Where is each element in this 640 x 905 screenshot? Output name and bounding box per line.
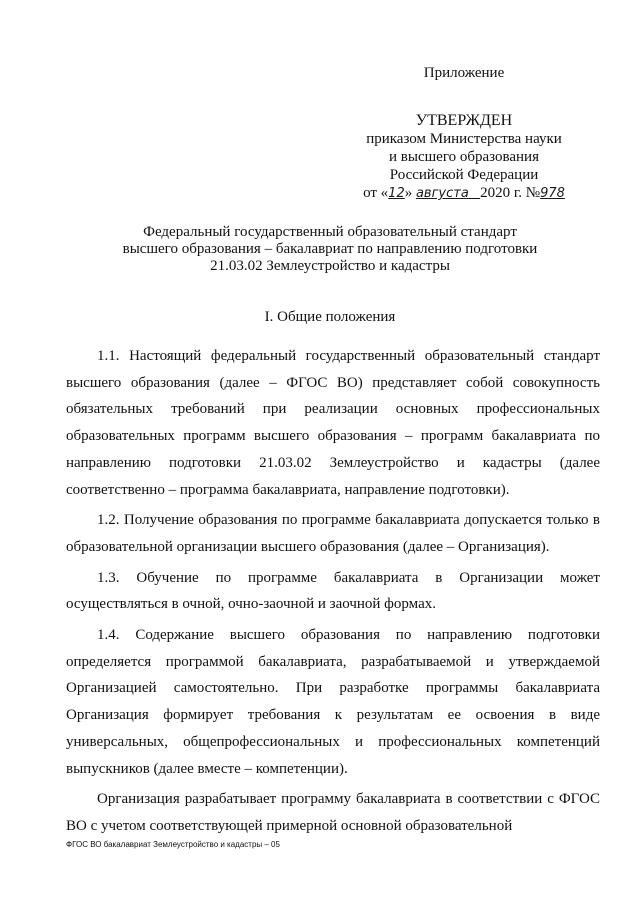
title-line-3: 21.03.02 Землеустройство и кадастры bbox=[210, 258, 450, 274]
section-heading: I. Общие положения bbox=[264, 309, 396, 325]
approval-heading: УТВЕРЖДЕН bbox=[415, 112, 513, 129]
title-line-1: Федеральный государственный образовательный стандарт bbox=[143, 224, 517, 240]
date-mid: » bbox=[404, 185, 416, 201]
paragraph-1-1: 1.1. Настоящий федеральный государственный образовательный стандарт высшего образования (далее – ФГОС ВО) представляет собой совокупность обязательных требований при реализации основных профессиональных образовательных программ высшего образования – программ бакалавриата по направлению подготовки 21.03.02 Землеустройство и кадастры (далее соответственно – программа бакалавриата, направление подготовки). bbox=[66, 348, 600, 498]
date-prefix: от « bbox=[363, 185, 389, 201]
page-footer: ФГОС ВО бакалавриат Землеустройство и кадастры – 05 bbox=[66, 840, 280, 849]
document-title bbox=[60, 224, 600, 275]
paragraph-1-3: 1.3. Обучение по программе бакалавриата в Организации может осуществляться в очной, очно-заочной и заочной формах. bbox=[66, 569, 600, 613]
date-year: 2020 г. № bbox=[480, 185, 541, 201]
approval-line-2: и высшего образования bbox=[389, 149, 539, 165]
title-line-2: высшего образования – бакалавриат по направлению подготовки bbox=[122, 241, 538, 257]
approval-date-line bbox=[330, 184, 598, 203]
handwritten-month: августа bbox=[415, 186, 469, 201]
approval-line-3: Российской Федерации bbox=[389, 167, 539, 183]
paragraph-1-2: 1.2. Получение образования по программе бакалавриата допускается только в образовательной организации высшего образования (далее – Организация). bbox=[66, 512, 600, 555]
approval-line-1: приказом Министерства науки bbox=[366, 131, 562, 147]
paragraph-1-4: 1.4. Содержание высшего образования по направлению подготовки определяется программой бакалавриата, разрабатываемой и утверждаемой Организацией самостоятельно. При разработке программы бакалавриата Организация формирует требования к результатам ее освоения в виде универсальных, общепрофессиональных и профессиональных компетенций выпускников (далее вместе – компетенции). bbox=[66, 627, 600, 777]
paragraph-organization: Организация разрабатывает программу бакалавриата в соответствии с ФГОС ВО с учетом соответствующей примерной основной образовательной bbox=[66, 791, 600, 834]
handwritten-order-number: 978 bbox=[540, 186, 565, 201]
approval-block bbox=[330, 112, 598, 203]
body-text bbox=[66, 343, 600, 840]
handwritten-day: 12 bbox=[388, 186, 405, 201]
appendix-label: Приложение bbox=[423, 65, 505, 81]
